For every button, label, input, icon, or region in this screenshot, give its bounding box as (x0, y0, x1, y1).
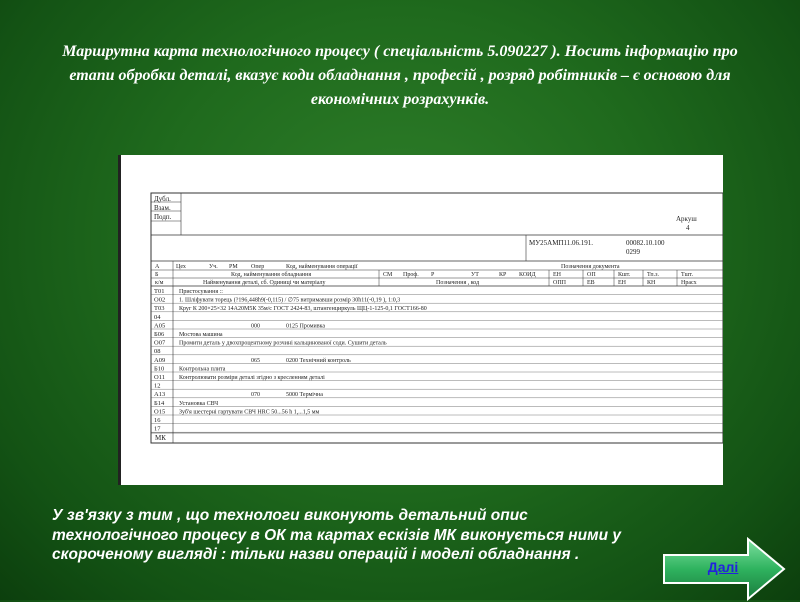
stamp-label-vzam: Взам. (154, 204, 171, 212)
hdr-ut: УТ (471, 272, 479, 278)
row-code: 04 (154, 313, 161, 321)
hdr-material: Найменування деталі, сб. Одиниці чи матеріалу (203, 280, 326, 286)
slide-body-text: У зв'язку з тим , що технологи виконують детальний опис технологічного процесу в ОК та картах ескізів МК виконується ними у скороченому вигляді : тільки назви операцій і моделі обладнання . (52, 507, 621, 563)
hdr-workplace: РМ (229, 264, 238, 270)
route-card-document (118, 155, 723, 485)
route-card-rows (151, 288, 723, 433)
row-text: 0125 Промивка (286, 323, 326, 330)
row-code: А05 (154, 322, 166, 330)
row-text: Контролювати розміри деталі згідно з кресленням деталі (179, 375, 325, 381)
next-button[interactable] (660, 537, 787, 602)
doc-number-2: 0299 (626, 248, 640, 256)
hdr-prof: Проф. (403, 272, 419, 278)
row-operation-number: 065 (251, 357, 260, 364)
footer-label: МК (155, 434, 166, 442)
hdr-cm: СМ (383, 272, 393, 278)
hdr-tpz: Тп.з. (647, 272, 660, 278)
row-text: Круг К 200×25×32 14А20М5К 35м/с ГОСТ 2424-83, штангенциркуль ЩЦ-1-125-0,1 ГОСТ166-80 (179, 306, 427, 313)
next-button-label[interactable]: Далі (707, 559, 739, 575)
hdr-nrash: Нрасх (681, 280, 697, 286)
stamp-label-podp: Подп. (154, 213, 172, 221)
row-code: О11 (154, 374, 165, 381)
hdr-shop: Цех (176, 264, 186, 270)
route-card-table (121, 155, 723, 485)
row-text: Мостова машина (179, 332, 223, 338)
row-code: Т01 (154, 288, 165, 295)
hdr-kr: КР (499, 272, 507, 278)
row-code: 16 (154, 417, 161, 424)
row-code: А13 (154, 391, 166, 399)
row-text: Промити деталь у двохпроцентному розчині кальцинованої соди. Сушити деталь (179, 340, 387, 347)
row-text: 5000 Термічна (286, 392, 323, 399)
hdr-koid: КОИД (519, 272, 536, 278)
row-code: Т03 (154, 305, 165, 313)
sheet-number: 4 (686, 224, 690, 232)
hdr-a: А (155, 264, 160, 270)
hdr-b: Б (155, 272, 159, 278)
row-text: Установка СВЧ (179, 400, 219, 407)
hdr-opp: ОПП (553, 280, 566, 286)
row-code: О07 (154, 339, 166, 347)
hdr-km: к/м (155, 280, 164, 286)
sheet-label: Аркуш (676, 215, 697, 223)
row-text: Пристосування :: (179, 289, 223, 295)
row-code: 08 (154, 348, 161, 356)
row-operation-number: 000 (251, 323, 260, 330)
slide-title: Маршрутна карта технологічного процесу ( спеціальність 5.090227 ). Носить інформацію про етапи обробки деталі, вказує коди обладнання , професій , розряд робітників – є основою для економічних розрахунків. (62, 43, 738, 108)
hdr-op-name: Код, найменування операції (286, 264, 358, 270)
hdr-en: ЕН (553, 272, 561, 278)
hdr-r: Р (431, 272, 435, 278)
row-code: Б14 (154, 399, 165, 407)
row-operation-number: 070 (251, 392, 260, 399)
hdr-tsht: Тшт. (681, 272, 693, 278)
hdr-designation: Позначення , код (436, 280, 480, 286)
doc-number-1: 00082.10.100 (626, 239, 665, 247)
hdr-kst: Кшт. (618, 272, 631, 278)
hdr-docs: Позначення документа (561, 264, 620, 270)
hdr-ev: ЕВ (587, 280, 595, 286)
hdr-section: Уч. (209, 264, 218, 270)
row-code: Б06 (154, 331, 165, 338)
row-code: О02 (154, 296, 166, 304)
row-code: 17 (154, 425, 161, 433)
row-text: 0200 Технічний контроль (286, 357, 351, 364)
row-text: Контрольна плита (179, 366, 226, 373)
doc-code: МУ25АМП11.06.191. (529, 239, 594, 247)
row-code: О15 (154, 408, 166, 416)
row-code: Б10 (154, 365, 165, 373)
hdr-eh: ЕН (618, 280, 626, 286)
hdr-operation: Опер (251, 264, 265, 270)
row-text: 1. Шліфувати торець (?196,448h9(-0,115) / ∅75 витримавши розмір 30h11(-0,19 ), 1:0,3 (179, 297, 401, 304)
hdr-kn: КН (647, 280, 656, 286)
row-text: Зуб'я шестерні гартувати СВЧ HRC 50...56 h 1,...1,5 мм (179, 409, 320, 416)
row-code: 12 (154, 382, 161, 390)
hdr-equipment: Код, найменування обладнання (231, 272, 312, 278)
row-code: А09 (154, 356, 166, 364)
stamp-label-dubl: Дубл. (154, 195, 171, 203)
hdr-op: ОП (587, 272, 596, 278)
